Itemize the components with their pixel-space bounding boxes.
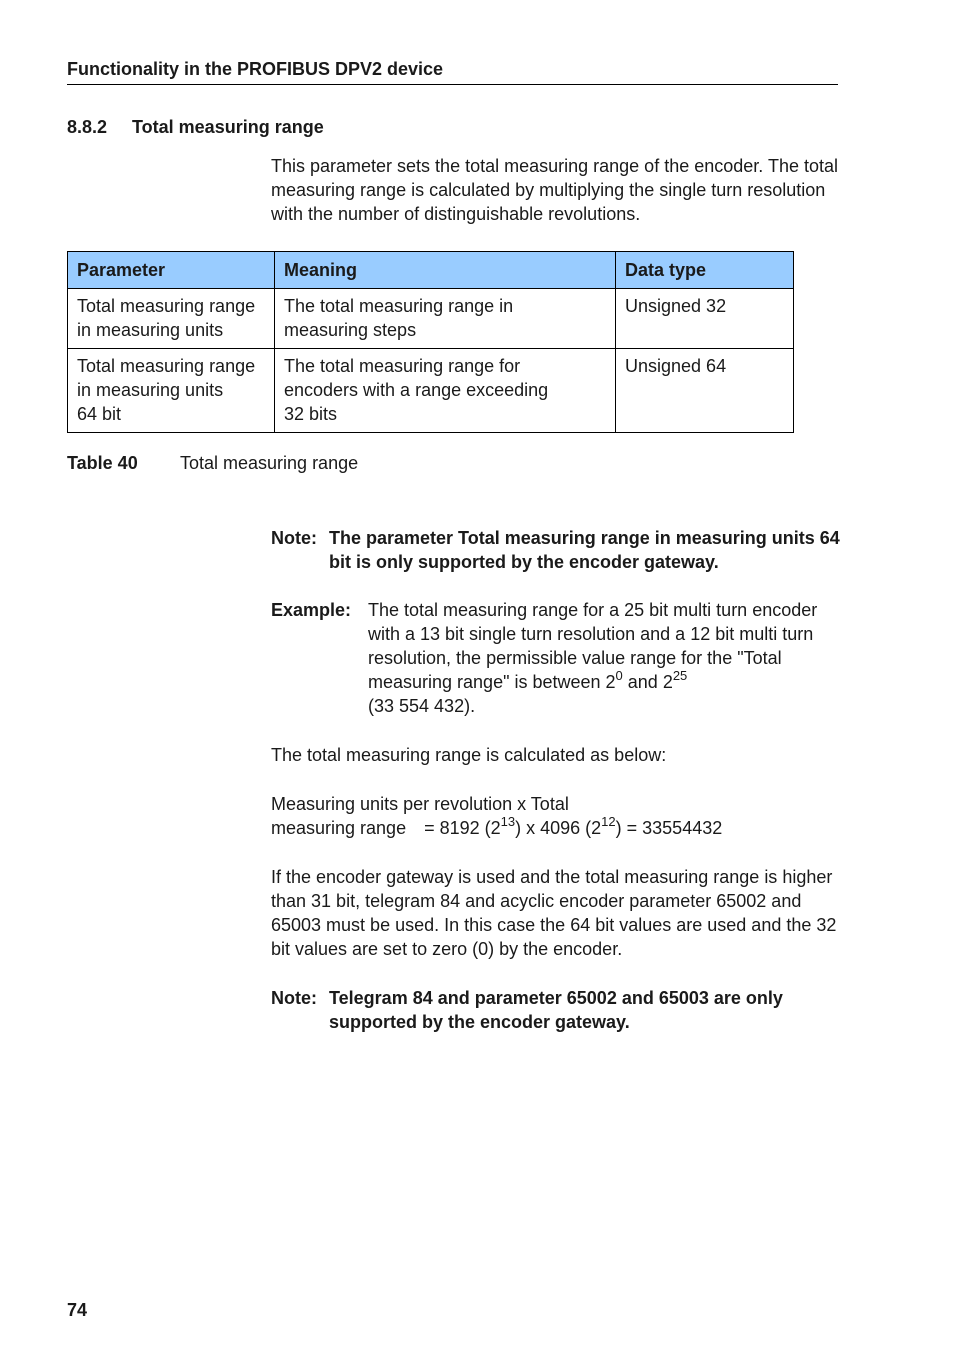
example-block [271, 598, 841, 718]
gateway-paragraph: If the encoder gateway is used and the total measuring range is higher than 31 bit, telegram 84 and acyclic encoder parameter 65002 and 65003 must be used. In this case the 64 bit values are used and the 32 bit values are set to zero (0) by the encoder. [271, 867, 837, 959]
table-row [68, 289, 794, 349]
note-text: Telegram 84 and parameter 65002 and 65003 are only supported by the encoder gateway. [329, 988, 783, 1032]
note-text: The parameter Total measuring range in measuring units 64 bit is only supported by the encoder gateway. [329, 528, 840, 572]
section-number: 8.8.2 [67, 117, 108, 137]
exponent: 25 [672, 668, 688, 683]
meaning-cell: The total measuring range for encoders with a range exceeding 32 bits [275, 349, 616, 433]
caption-label: Table 40 [67, 453, 138, 473]
parameter-cell: Total measuring range in measuring units 64 bit [68, 349, 275, 433]
note-telegram [271, 986, 841, 1034]
section-title: Total measuring range [132, 117, 324, 137]
meaning-cell: The total measuring range in measuring steps [275, 289, 616, 349]
header-divider [67, 84, 838, 85]
example-text: The total measuring range for a 25 bit multi turn encoder with a 13 bit single turn resolution and a 12 bit multi turn resolution, the permissible value range for the "Total measuring range" is between $2^0$ and $2^{25}$ (33 554 432). [368, 600, 818, 716]
intro-paragraph: This parameter sets the total measuring range of the encoder. The total measuring range is calculated by multiplying the single turn resolution with the number of distinguishable revolutions. [271, 156, 838, 224]
page-number: 74 [67, 1300, 88, 1320]
table-row [68, 349, 794, 433]
calc-intro: The total measuring range is calculated as below: [271, 745, 667, 765]
parameter-cell: Total measuring range in measuring units [68, 289, 275, 349]
calc-line-1: Measuring units per revolution x Total [271, 794, 569, 814]
calc-line-2: measuring range = 8192 $(2^{13})$ x 4096 $(2^{12}) = 33554432$ [271, 814, 723, 838]
data-type-cell: Unsigned 64 [616, 349, 794, 433]
running-header: Functionality in the PROFIBUS DPV2 device [67, 59, 444, 79]
example-label: Example: [271, 600, 352, 620]
note-label: Note: [271, 988, 317, 1008]
exponent: 0 [615, 668, 623, 683]
parameter-table [67, 251, 794, 433]
calculation-block [271, 792, 841, 840]
column-header-data-type: Data type [616, 252, 794, 289]
section-heading [67, 117, 324, 138]
table-header-row [68, 252, 794, 289]
caption-text: Total measuring range [180, 453, 359, 473]
column-header-parameter: Parameter [68, 252, 275, 289]
data-type-cell: Unsigned 32 [616, 289, 794, 349]
table-caption [67, 453, 358, 474]
note-64bit [271, 526, 841, 574]
exponent: 12 [601, 814, 616, 829]
note-label: Note: [271, 528, 317, 548]
exponent: 13 [500, 814, 516, 829]
column-header-meaning: Meaning [275, 252, 616, 289]
